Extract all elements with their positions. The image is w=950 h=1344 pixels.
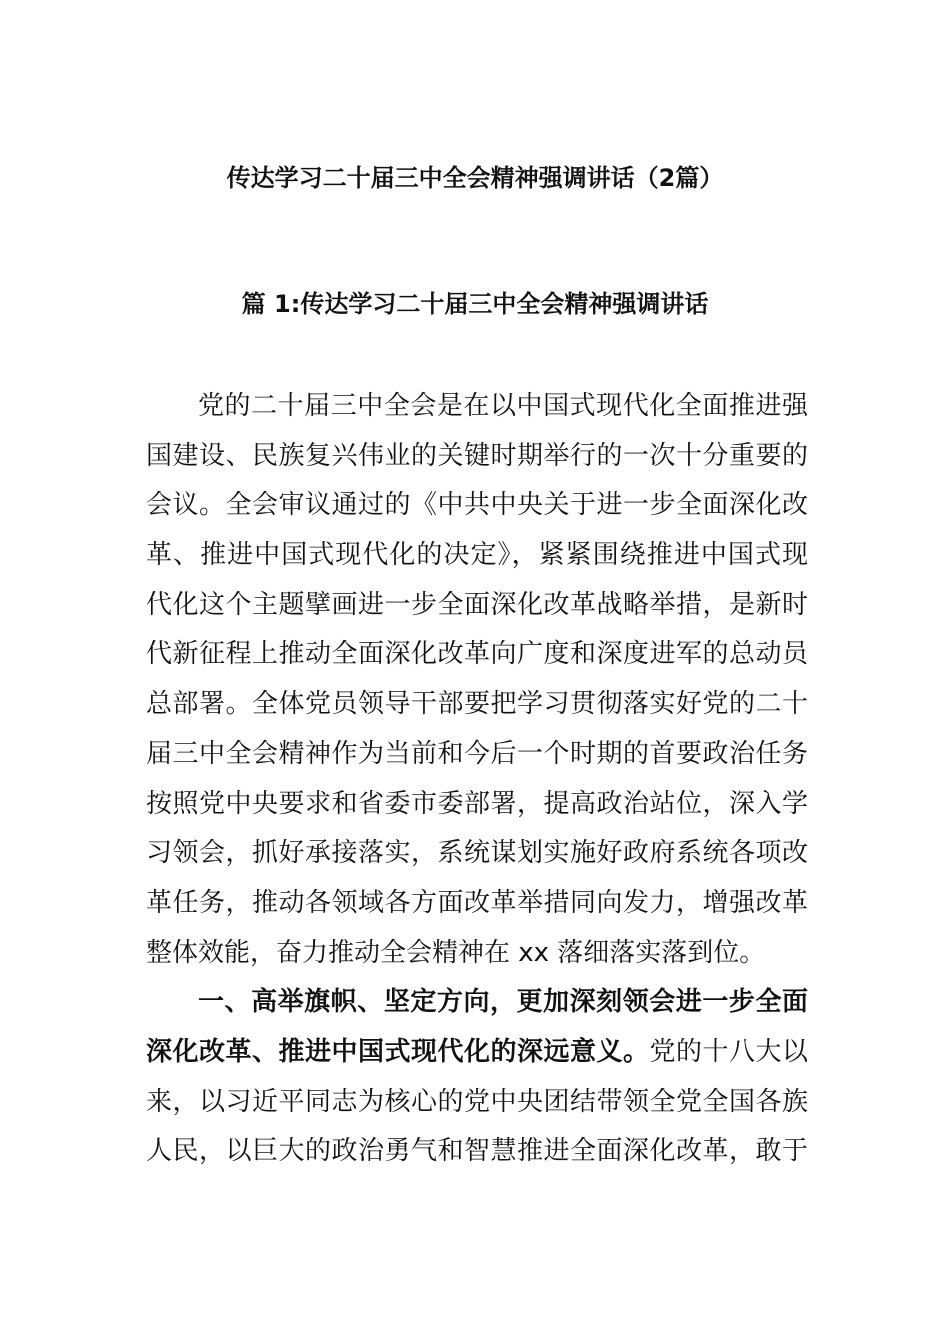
- paragraph-line: 来，以习近平同志为核心的党中央团结带领全党全国各族: [146, 1086, 808, 1117]
- paragraph-line: 革、推进中国式现代化的决定》，紧紧围绕推进中国式现: [146, 540, 808, 571]
- document-title: 传达学习二十届三中全会精神强调讲话（2篇）: [226, 164, 724, 192]
- paragraph-line: 国建设、民族复兴伟业的关键时期举行的一次十分重要的: [146, 440, 808, 471]
- body-text: [146, 382, 808, 1177]
- paragraph-line: 党的二十届三中全会是在以中国式现代化全面推进强: [198, 391, 808, 421]
- section-title: 篇 1:传达学习二十届三中全会精神强调讲话: [241, 290, 709, 318]
- heading-line: 一、高举旗帜、坚定方向，更加深刻领会进一步全面: [198, 987, 808, 1018]
- heading-rest-text: 党的十八大以: [649, 1036, 808, 1067]
- paragraph-line: 代新征程上推动全面深化改革向广度和深度进军的总动员: [146, 639, 808, 670]
- paragraph-line: 会议。全会审议通过的《中共中央关于进一步全面深化改: [146, 490, 808, 521]
- heading-bold-text: 深化改革、推进中国式现代化的深远意义。: [146, 1036, 650, 1067]
- paragraph-line: 代化这个主题擘画进一步全面深化改革战略举措，是新时: [146, 589, 808, 620]
- paragraph-line: 整体效能，奋力推动全会精神在 xx 落细落实落到位。: [146, 937, 766, 968]
- paragraph-line: 届三中全会精神作为当前和今后一个时期的首要政治任务: [146, 738, 808, 769]
- paragraph-line: 人民，以巨大的政治勇气和智慧推进全面深化改革，敢于: [146, 1136, 808, 1167]
- paragraph-line: 总部署。全体党员领导干部要把学习贯彻落实好党的二十: [146, 689, 808, 720]
- heading-line-mixed: [146, 1028, 808, 1078]
- paragraph-line: 按照党中央要求和省委市委部署，提高政治站位，深入学: [146, 788, 808, 819]
- paragraph-line: 革任务，推动各领域各方面改革举措同向发力，增强改革: [146, 887, 808, 918]
- paragraph-line: 习领会，抓好承接落实，系统谋划实施好政府系统各项改: [146, 838, 808, 869]
